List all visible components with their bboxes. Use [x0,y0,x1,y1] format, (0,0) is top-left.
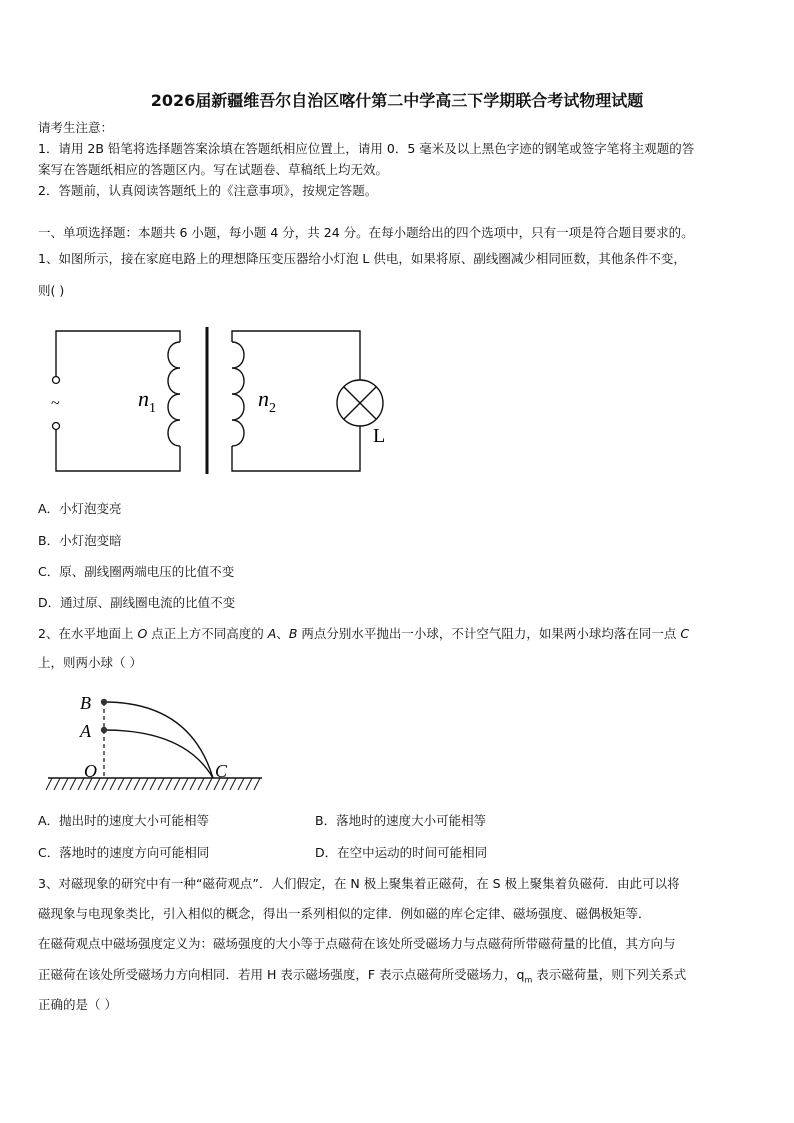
q3-text-4b: 表示磁荷量，则下列关系式 [532,967,687,982]
q2-option-d[interactable]: D．在空中运动的时间可能相同 [315,845,488,860]
q3-stem-line-5: 正确的是（ ） [38,997,117,1012]
q2-option-b[interactable]: B．落地时的速度大小可能相等 [315,813,487,828]
q2-stem-line-2: 上，则两小球（ ） [38,655,142,670]
projectile-figure [40,686,270,806]
lamp-label: L [373,425,386,447]
page-title: 2026届新疆维吾尔自治区喀什第二中学高三下学期联合考试物理试题 [150,91,644,110]
notice-item-1-line-1: 1．请用 2B 铅笔将选择题答案涂填在答题纸相应位置上，请用 0．5 毫米及以上黑色字迹的钢笔或签字笔将主观题的答 [38,141,695,156]
q3-stem-line-3: 在磁荷观点中磁场强度定义为：磁场强度的大小等于点磁荷在该处所受磁场力与点磁荷所带磁荷量的比值，其方向与 [38,936,676,951]
q1-stem-line-1: 1、如图所示，接在家庭电路上的理想降压变压器给小灯泡 L 供电，如果将原、副线圈减少相同匝数，其他条件不变， [38,251,686,266]
q3-q-symbol: q [516,967,525,982]
q2-stem-line-1 [38,626,689,642]
ac-source-symbol: ~ [51,395,60,412]
secondary-coil-label-n: n [258,386,269,411]
q1-option-d[interactable]: D．通过原、副线圈电流的比值不变 [38,595,236,610]
q2-text-4: 两点分别水平抛出一小球，不计空气阻力，如果两小球均落在同一点 [297,626,681,641]
q3-text-4a: 正磁荷在该处所受磁场力方向相同．若用 H 表示磁场强度，F 表示点磁荷所受磁场力， [38,967,517,982]
q2-text-1: 2、在水平地面上 [38,626,138,641]
q1-option-a[interactable]: A．小灯泡变亮 [38,501,122,516]
point-c-label: C [215,761,228,781]
secondary-coil-subscript: 2 [269,401,276,416]
q2-option-c[interactable]: C．落地时的速度方向可能相同 [38,845,210,860]
q2-option-a[interactable]: A．抛出时的速度大小可能相等 [38,813,210,828]
point-b-label: B [80,693,91,713]
q2-point-c: C [680,626,690,641]
primary-coil-subscript: 1 [149,401,156,416]
notice-item-2: 2．答题前，认真阅读答题纸上的《注意事项》，按规定答题。 [38,183,378,198]
q3-stem-line-2: 磁现象与电现象类比，引入相似的概念，得出一系列相似的定律．例如磁的库仑定律、磁场强度、磁偶极矩等． [38,906,651,921]
primary-coil-label-n: n [138,386,149,411]
q2-point-a: A [267,626,277,641]
primary-coil-label [138,386,156,416]
q3-q-subscript: m [524,975,533,985]
notice-heading: 请考生注意： [38,120,114,135]
q1-option-b[interactable]: B．小灯泡变暗 [38,533,122,548]
q3-stem-line-4 [38,967,686,989]
q2-text-3: 、 [276,626,289,641]
q3-stem-line-1: 3、对磁现象的研究中有一种“磁荷观点”．人们假定，在 N 极上聚集着正磁荷，在 S 极上聚集着负磁荷．由此可以将 [38,876,680,891]
section-heading: 一、单项选择题：本题共 6 小题，每小题 4 分，共 24 分。在每小题给出的四个选项中，只有一项是符合题目要求的。 [38,225,694,240]
secondary-coil-label [258,386,276,416]
notice-item-1-line-2: 案写在答题纸相应的答题区内。写在试题卷、草稿纸上均无效。 [38,162,389,177]
q1-option-c[interactable]: C．原、副线圈两端电压的比值不变 [38,564,235,579]
q2-text-2: 点正上方不同高度的 [147,626,268,641]
q1-stem-line-2: 则( ) [38,283,65,298]
q3-magnetic-charge-symbol [516,967,533,985]
q2-point-b: B [288,626,298,641]
q2-point-o: O [137,626,148,641]
point-a-label: A [80,721,91,741]
transformer-circuit-figure [40,322,400,482]
point-o-label: O [84,761,97,781]
